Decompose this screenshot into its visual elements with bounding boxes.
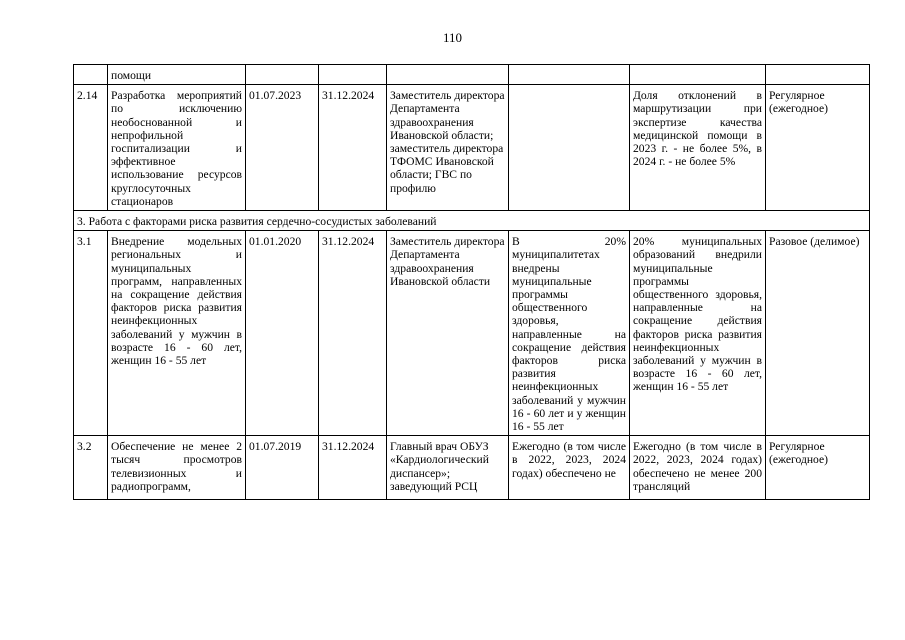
cell-number [74,65,108,85]
cell-responsible: Главный врач ОБУЗ «Кардиологический диспансер»; заведующий РСЦ [387,436,509,500]
cell-start-date: 01.07.2019 [246,436,319,500]
cell-result-document: Ежегодно (в том числе в 2022, 2023, 2024 годах) обеспечено не [509,436,630,500]
cell-start-date: 01.01.2020 [246,231,319,436]
cell-activity-type: Разовое (делимое) [766,231,870,436]
cell-indicator: 20% муниципальных образований внедрили муниципальные программы общественного здоровья, направленные на сокращение действия факторов риска развития неинфекционных заболеваний у мужчин в возрасте 16 - 60 лет, женщин 16 - 55 лет [630,231,766,436]
cell-number: 3.1 [74,231,108,436]
cell-responsible: Заместитель директора Департамента здравоохранения Ивановской области; заместитель директора ТФОМС Ивановской области; ГВС по профилю [387,85,509,211]
cell-activity-name: Разработка мероприятий по исключению необоснованной и непрофильной госпитализации и эффективное использование ресурсов круглосуточных стационаров [108,85,246,211]
cell-activity-name: Обеспечение не менее 2 тысяч просмотров телевизионных и радиопрограмм, [108,436,246,500]
cell-activity-type [766,65,870,85]
cell-end-date: 31.12.2024 [319,231,387,436]
cell-indicator: Ежегодно (в том числе в 2022, 2023, 2024 годах) обеспечено не менее 200 трансляций [630,436,766,500]
cell-number: 3.2 [74,436,108,500]
cell-end-date: 31.12.2024 [319,85,387,211]
cell-end-date: 31.12.2024 [319,436,387,500]
section-title: 3. Работа с факторами риска развития сердечно-сосудистых заболеваний [74,211,870,231]
table-row [74,85,870,211]
cell-activity-name: помощи [108,65,246,85]
cell-activity-type: Регулярное (ежегодное) [766,85,870,211]
page-number: 110 [442,30,463,45]
cell-result-document [509,65,630,85]
cell-number: 2.14 [74,85,108,211]
cell-end-date [319,65,387,85]
cell-activity-type: Регулярное (ежегодное) [766,436,870,500]
cell-responsible [387,65,509,85]
cell-start-date [246,65,319,85]
cell-responsible: Заместитель директора Департамента здравоохранения Ивановской области [387,231,509,436]
table-row [74,436,870,500]
cell-indicator [630,65,766,85]
cell-result-document [509,85,630,211]
table-body [74,65,870,500]
plan-table [73,64,870,500]
cell-activity-name: Внедрение модельных региональных и муниципальных программ, направленных на сокращение действия факторов риска развития неинфекционных заболеваний у мужчин в возрасте 16 - 60 лет, женщин 16 - 55 лет [108,231,246,436]
table-row [74,231,870,436]
table-row [74,65,870,85]
cell-start-date: 01.07.2023 [246,85,319,211]
cell-result-document: В 20% муниципалитетах внедрены муниципальные программы общественного здоровья, направленные на сокращение действия факторов риска развития неинфекционных заболеваний у мужчин 16 - 60 лет и у женщин 16 - 55 лет [509,231,630,436]
cell-indicator: Доля отклонений в маршрутизации при экспертизе качества медицинской помощи в 2023 г. - не более 5%, в 2024 г. - не более 5% [630,85,766,211]
section-header-row [74,211,870,231]
